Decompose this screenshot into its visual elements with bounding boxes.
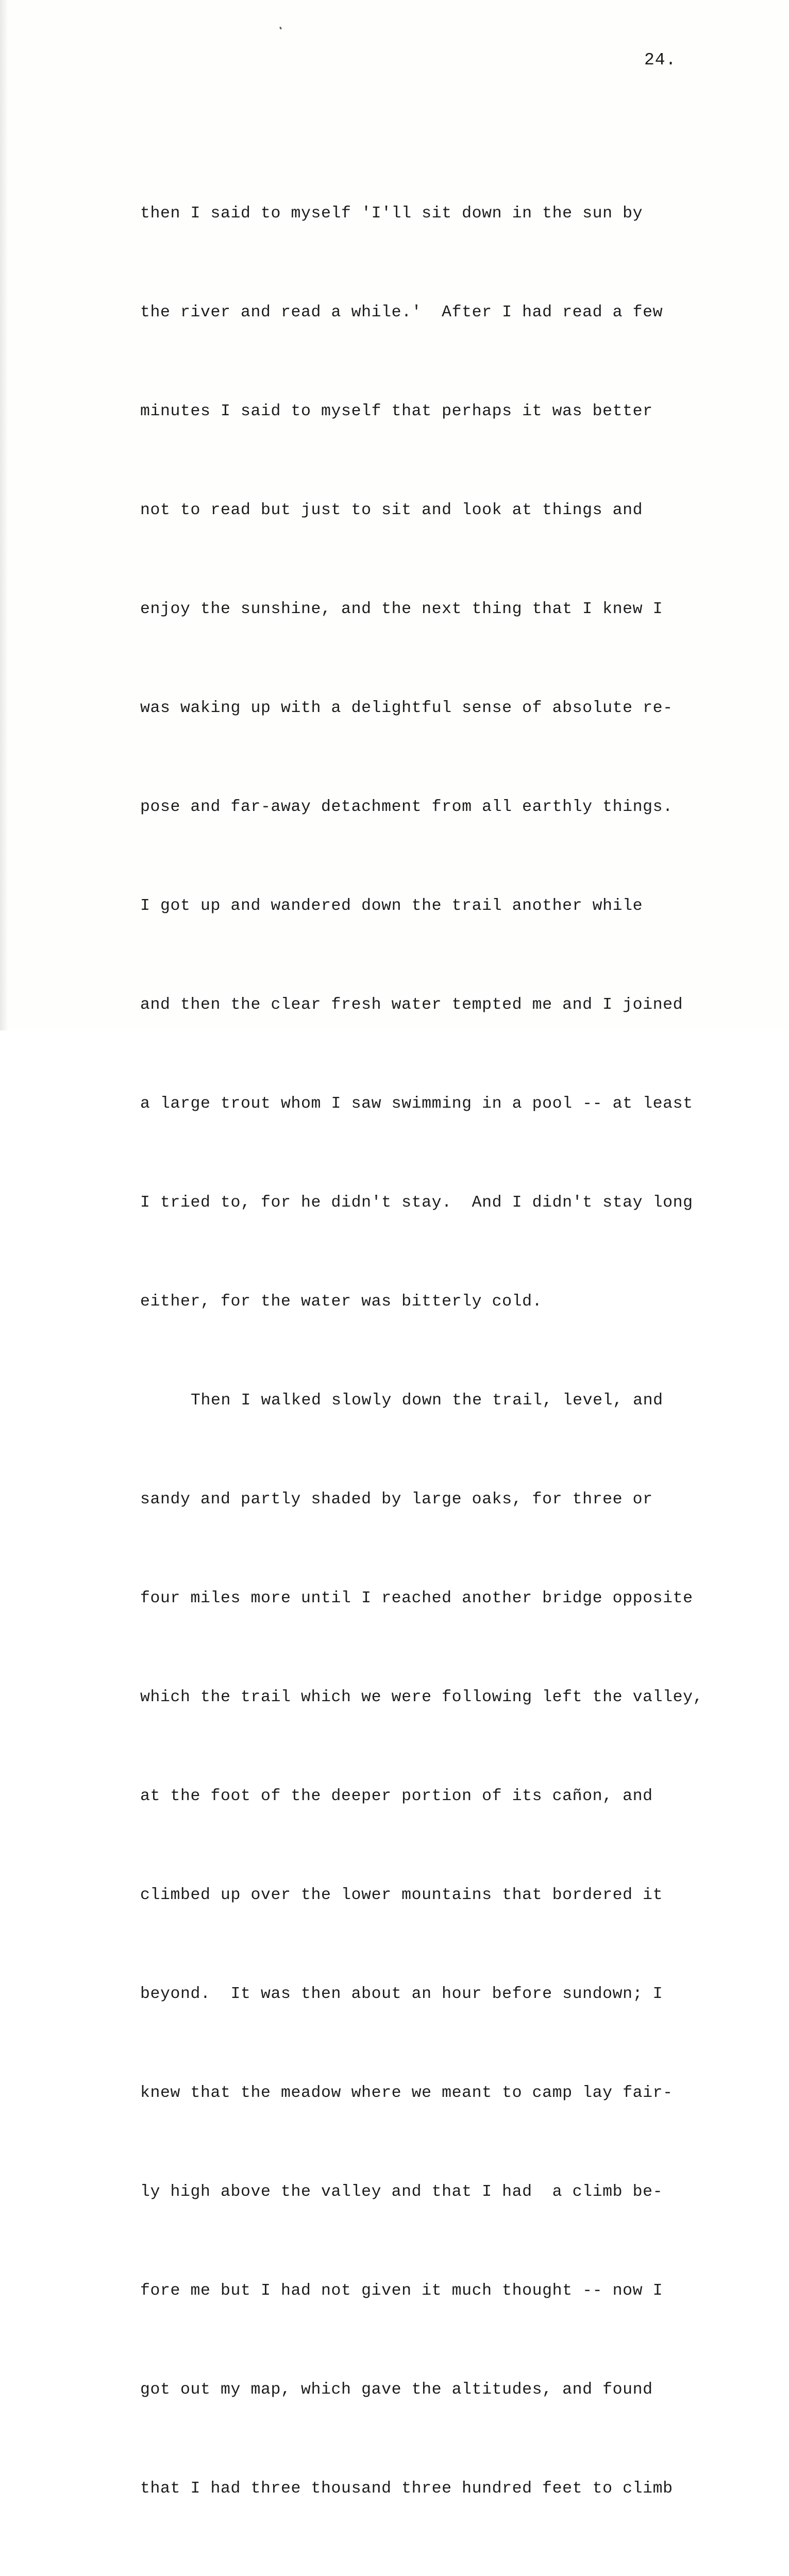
- text-line: that I had three thousand three hundred feet to climb: [140, 2480, 673, 2498]
- text-line: minutes I said to myself that perhaps it was better: [140, 402, 653, 420]
- text-line: got out my map, which gave the altitudes, and found: [140, 2381, 653, 2399]
- text-line: the river and read a while.' After I had read a few: [140, 303, 663, 321]
- text-line: and then the clear fresh water tempted me and I joined: [140, 996, 683, 1014]
- text-line: sandy and partly shaded by large oaks, for three or: [140, 1490, 653, 1509]
- text-line: not to read but just to sit and look at things and: [140, 501, 643, 519]
- text-line: fore me but I had not given it much thought -- now I: [140, 2282, 663, 2300]
- text-line: enjoy the sunshine, and the next thing that I knew I: [140, 600, 663, 618]
- page-number: 24.: [644, 50, 677, 70]
- text-line: ly high above the valley and that I had a climb be-: [140, 2183, 663, 2201]
- scan-edge-shadow: [0, 0, 7, 1030]
- text-line: pose and far-away detachment from all earthly things.: [140, 798, 673, 816]
- text-line: either, for the water was bitterly cold.: [140, 1293, 543, 1311]
- text-line: a large trout whom I saw swimming in a pool -- at least: [140, 1095, 693, 1113]
- text-line: which the trail which we were following left the valley,: [140, 1688, 703, 1706]
- text-line: beyond. It was then about an hour before sundown; I: [140, 1985, 663, 2003]
- text-line: at the foot of the deeper portion of its cañon, and: [140, 1787, 653, 1805]
- text-line: I got up and wandered down the trail another while: [140, 897, 643, 915]
- paragraph-start-line: Then I walked slowly down the trail, level, and: [191, 1392, 663, 1410]
- body-text: [140, 131, 707, 2576]
- text-line: knew that the meadow where we meant to camp lay fair-: [140, 2084, 673, 2102]
- text-line: four miles more until I reached another bridge opposite: [140, 1589, 693, 1607]
- ink-speck: [279, 27, 282, 30]
- text-line: was waking up with a delightful sense of absolute re-: [140, 699, 673, 717]
- text-line: I tried to, for he didn't stay. And I didn't stay long: [140, 1194, 693, 1212]
- text-line: [140, 2571, 707, 2576]
- text-line: then I said to myself 'I'll sit down in the sun by: [140, 205, 643, 223]
- text-line: climbed up over the lower mountains that bordered it: [140, 1886, 663, 1904]
